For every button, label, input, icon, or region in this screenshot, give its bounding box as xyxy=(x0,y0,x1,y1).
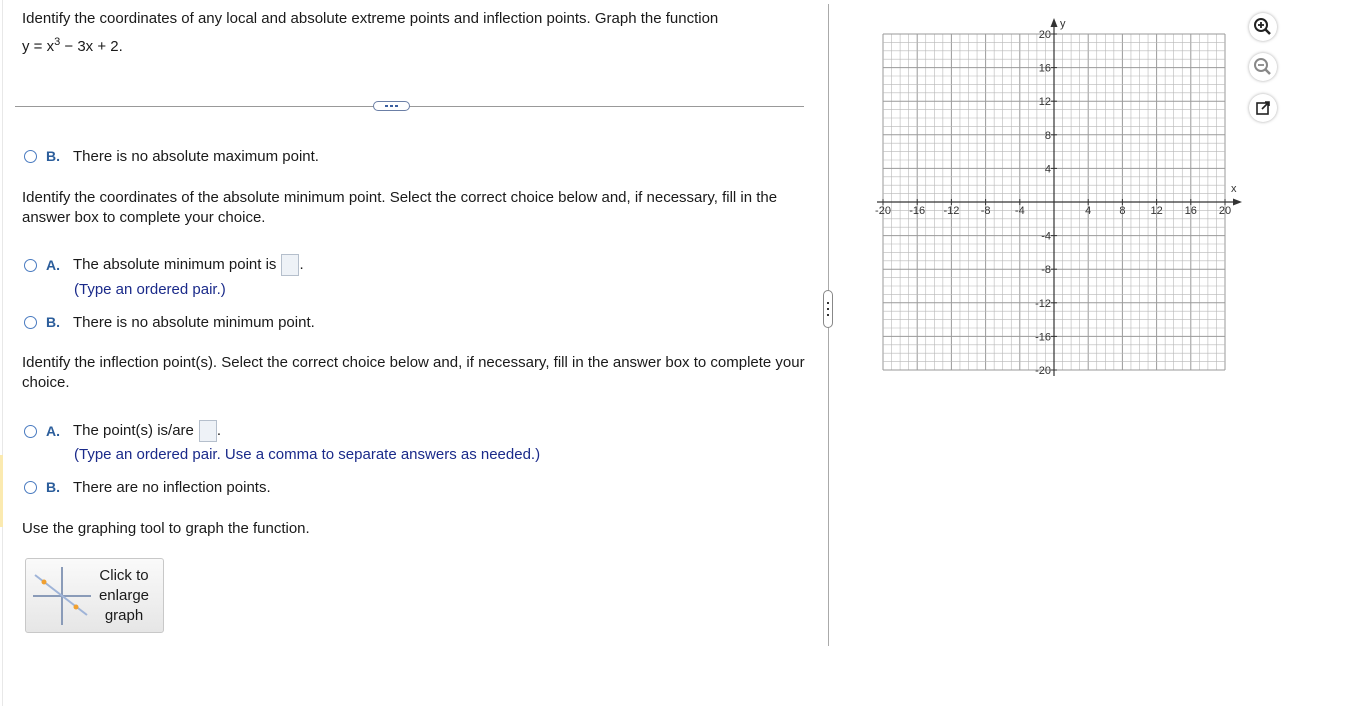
x-tick-label: -20 xyxy=(875,205,891,217)
func-rest: − 3x + 2. xyxy=(60,38,123,55)
option-letter: A. xyxy=(46,257,60,273)
abs-min-hint: (Type an ordered pair.) xyxy=(74,281,226,298)
expand-collapse-button[interactable] xyxy=(373,101,410,111)
y-axis-label: y xyxy=(1060,18,1066,30)
zoom-out-icon xyxy=(1249,53,1277,81)
radio-button[interactable] xyxy=(24,481,37,494)
enlarge-graph-button[interactable] xyxy=(25,558,164,633)
y-tick-label: -20 xyxy=(1035,365,1051,377)
popout-button[interactable] xyxy=(1249,94,1277,122)
zoom-in-button[interactable] xyxy=(1249,13,1277,41)
x-axis-label: x xyxy=(1231,183,1237,195)
x-tick-label: -4 xyxy=(1014,205,1025,217)
inflection-prompt: Identify the inflection point(s). Select the correct choice below and, if necessary, fill in the answer box to complete your choice. xyxy=(22,354,805,391)
option-text: There is no absolute minimum point. xyxy=(73,313,315,331)
graph-prompt: Use the graphing tool to graph the function. xyxy=(22,520,310,537)
abs-max-option-b[interactable] xyxy=(24,146,319,166)
button-line3: graph xyxy=(104,607,144,624)
enlarge-graph-label xyxy=(92,566,156,626)
y-tick-label: 12 xyxy=(1038,96,1051,109)
radio-button[interactable] xyxy=(24,259,37,272)
inflection-option-b[interactable] xyxy=(24,477,271,497)
radio-button[interactable] xyxy=(24,316,37,329)
func-exponent: 3 xyxy=(54,36,61,48)
button-line2: enlarge xyxy=(98,587,150,604)
option-text: There are no inflection points. xyxy=(73,478,271,496)
option-text: There is no absolute maximum point. xyxy=(73,147,319,165)
inflection-hint: (Type an ordered pair. Use a comma to separate answers as needed.) xyxy=(74,446,541,463)
option-letter: B. xyxy=(46,479,60,495)
inflection-answer-box[interactable] xyxy=(199,420,217,442)
x-tick-label: -8 xyxy=(980,205,991,217)
option-letter: A. xyxy=(46,423,60,439)
func-base: y = x xyxy=(22,38,55,55)
zoom-out-button[interactable] xyxy=(1249,53,1277,81)
option-text: The point(s) is/are . xyxy=(73,420,221,442)
x-tick-label: 8 xyxy=(1119,205,1126,217)
y-tick-label: 20 xyxy=(1038,29,1051,41)
y-tick-label: -8 xyxy=(1041,264,1051,277)
y-axis-arrow xyxy=(1051,18,1058,27)
x-tick-label: -12 xyxy=(943,205,960,217)
x-tick-label: 20 xyxy=(1218,205,1232,217)
y-tick-label: -16 xyxy=(1035,331,1051,344)
option-a-label: The absolute minimum point is xyxy=(73,255,277,273)
option-letter: B. xyxy=(46,314,60,330)
option-text: The absolute minimum point is . xyxy=(73,254,304,276)
option-a-label: The point(s) is/are xyxy=(73,421,194,439)
popout-icon xyxy=(1249,94,1277,122)
x-tick-label: 16 xyxy=(1184,205,1197,217)
coordinate-graph[interactable] xyxy=(868,8,1248,388)
abs-min-prompt: Identify the coordinates of the absolute minimum point. Select the correct choice below and, if necessary, fill in the answer box to complete your choice. xyxy=(22,189,778,226)
y-tick-label: -12 xyxy=(1035,297,1051,310)
problem-statement xyxy=(22,9,782,57)
option-letter: B. xyxy=(46,148,60,164)
x-tick-label: 12 xyxy=(1150,205,1163,217)
x-axis-arrow xyxy=(1233,199,1242,206)
abs-min-answer-box[interactable] xyxy=(281,254,299,276)
zoom-in-icon xyxy=(1249,13,1277,41)
abs-min-option-b[interactable] xyxy=(24,312,315,332)
abs-min-option-a[interactable] xyxy=(24,255,304,275)
y-tick-label: 4 xyxy=(1044,163,1051,176)
problem-line1: Identify the coordinates of any local and absolute extreme points and inflection points. Graph the function xyxy=(22,10,719,27)
graph-thumbnail-icon xyxy=(31,565,93,627)
radio-button[interactable] xyxy=(24,425,37,438)
y-tick-label: -4 xyxy=(1041,230,1051,243)
y-tick-label: 8 xyxy=(1044,129,1051,142)
function-expression xyxy=(22,32,782,57)
x-tick-label: 4 xyxy=(1085,205,1092,217)
y-tick-label: 16 xyxy=(1038,62,1051,75)
x-tick-label: -16 xyxy=(909,205,926,217)
inflection-option-a[interactable] xyxy=(24,421,221,441)
button-line1: Click to xyxy=(99,567,149,584)
radio-button[interactable] xyxy=(24,150,37,163)
splitter-handle[interactable] xyxy=(823,290,833,328)
